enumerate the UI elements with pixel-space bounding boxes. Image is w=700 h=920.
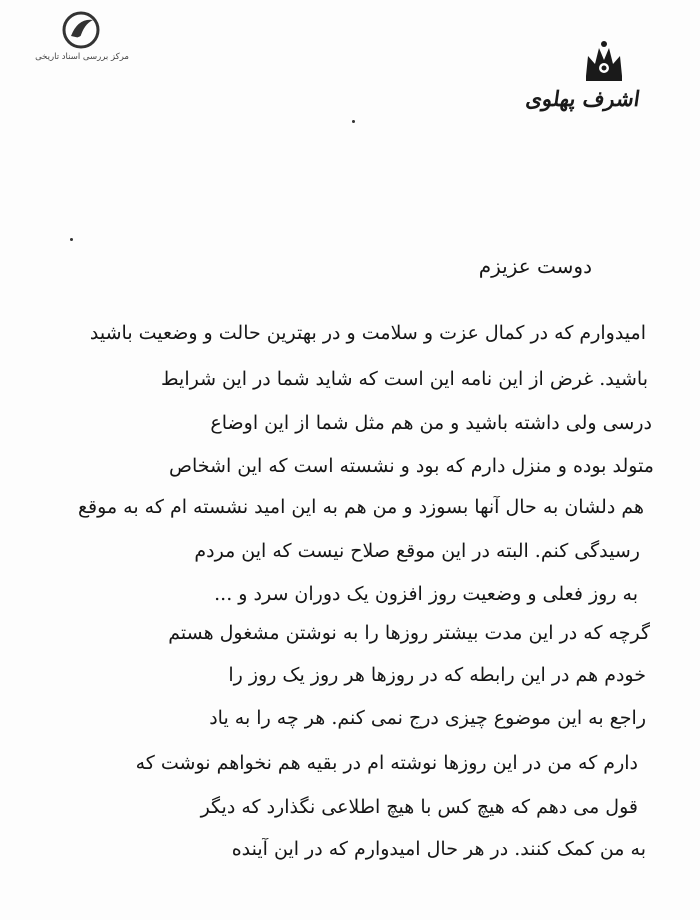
letter-line: به روز فعلی و وضعیت روز افزون یک دوران سرد و ... <box>214 583 638 605</box>
letter-line: به من کمک کنند. در هر حال امیدوارم که در این آینده <box>231 838 646 860</box>
paper-speck <box>70 238 73 241</box>
royal-crown-emblem-icon <box>582 38 626 86</box>
letter-line: هم دلشان به حال آنها بسوزد و من هم به این امید نشسته ام که به موقع <box>77 496 644 518</box>
letter-line: متولد بوده و منزل دارم که بود و نشسته است که این اشخاص <box>169 455 654 477</box>
letter-greeting: دوست عزیزم <box>478 254 592 278</box>
archive-logo-icon <box>58 10 104 50</box>
letter-line: گرچه که در این مدت بیشتر روزها را به نوشتن مشغول هستم <box>168 622 650 644</box>
letter-line: راجع به این موضوع چیزی درج نمی کنم. هر چه را به یاد <box>209 707 646 729</box>
letter-line: خودم هم در این رابطه که در روزها هر روز یک روز را <box>228 664 646 686</box>
letter-line: رسیدگی کنم. البته در این موقع صلاح نیست که این مردم <box>194 540 640 562</box>
paper-speck <box>352 120 355 123</box>
archive-logo <box>22 10 142 70</box>
letter-line: امیدوارم که در کمال عزت و سلامت و در بهترین حالت و وضعیت باشید <box>89 322 646 344</box>
letter-line: درسی ولی داشته باشید و من هم مثل شما از این اوضاع <box>210 412 652 434</box>
letter-line: قول می دهم که هیچ کس با هیچ اطلاعی نگذارد که دیگر <box>200 796 638 818</box>
letter-line: باشید. غرض از این نامه این است که شاید شما در این شرایط <box>161 368 648 390</box>
archive-name: مرکز بررسی اسناد تاریخی <box>35 52 129 62</box>
letterhead-name: اشرف پهلوی <box>524 86 642 111</box>
letter-line: دارم که من در این روزها نوشته ام در بقیه هم نخواهم نوشت که <box>135 752 638 774</box>
